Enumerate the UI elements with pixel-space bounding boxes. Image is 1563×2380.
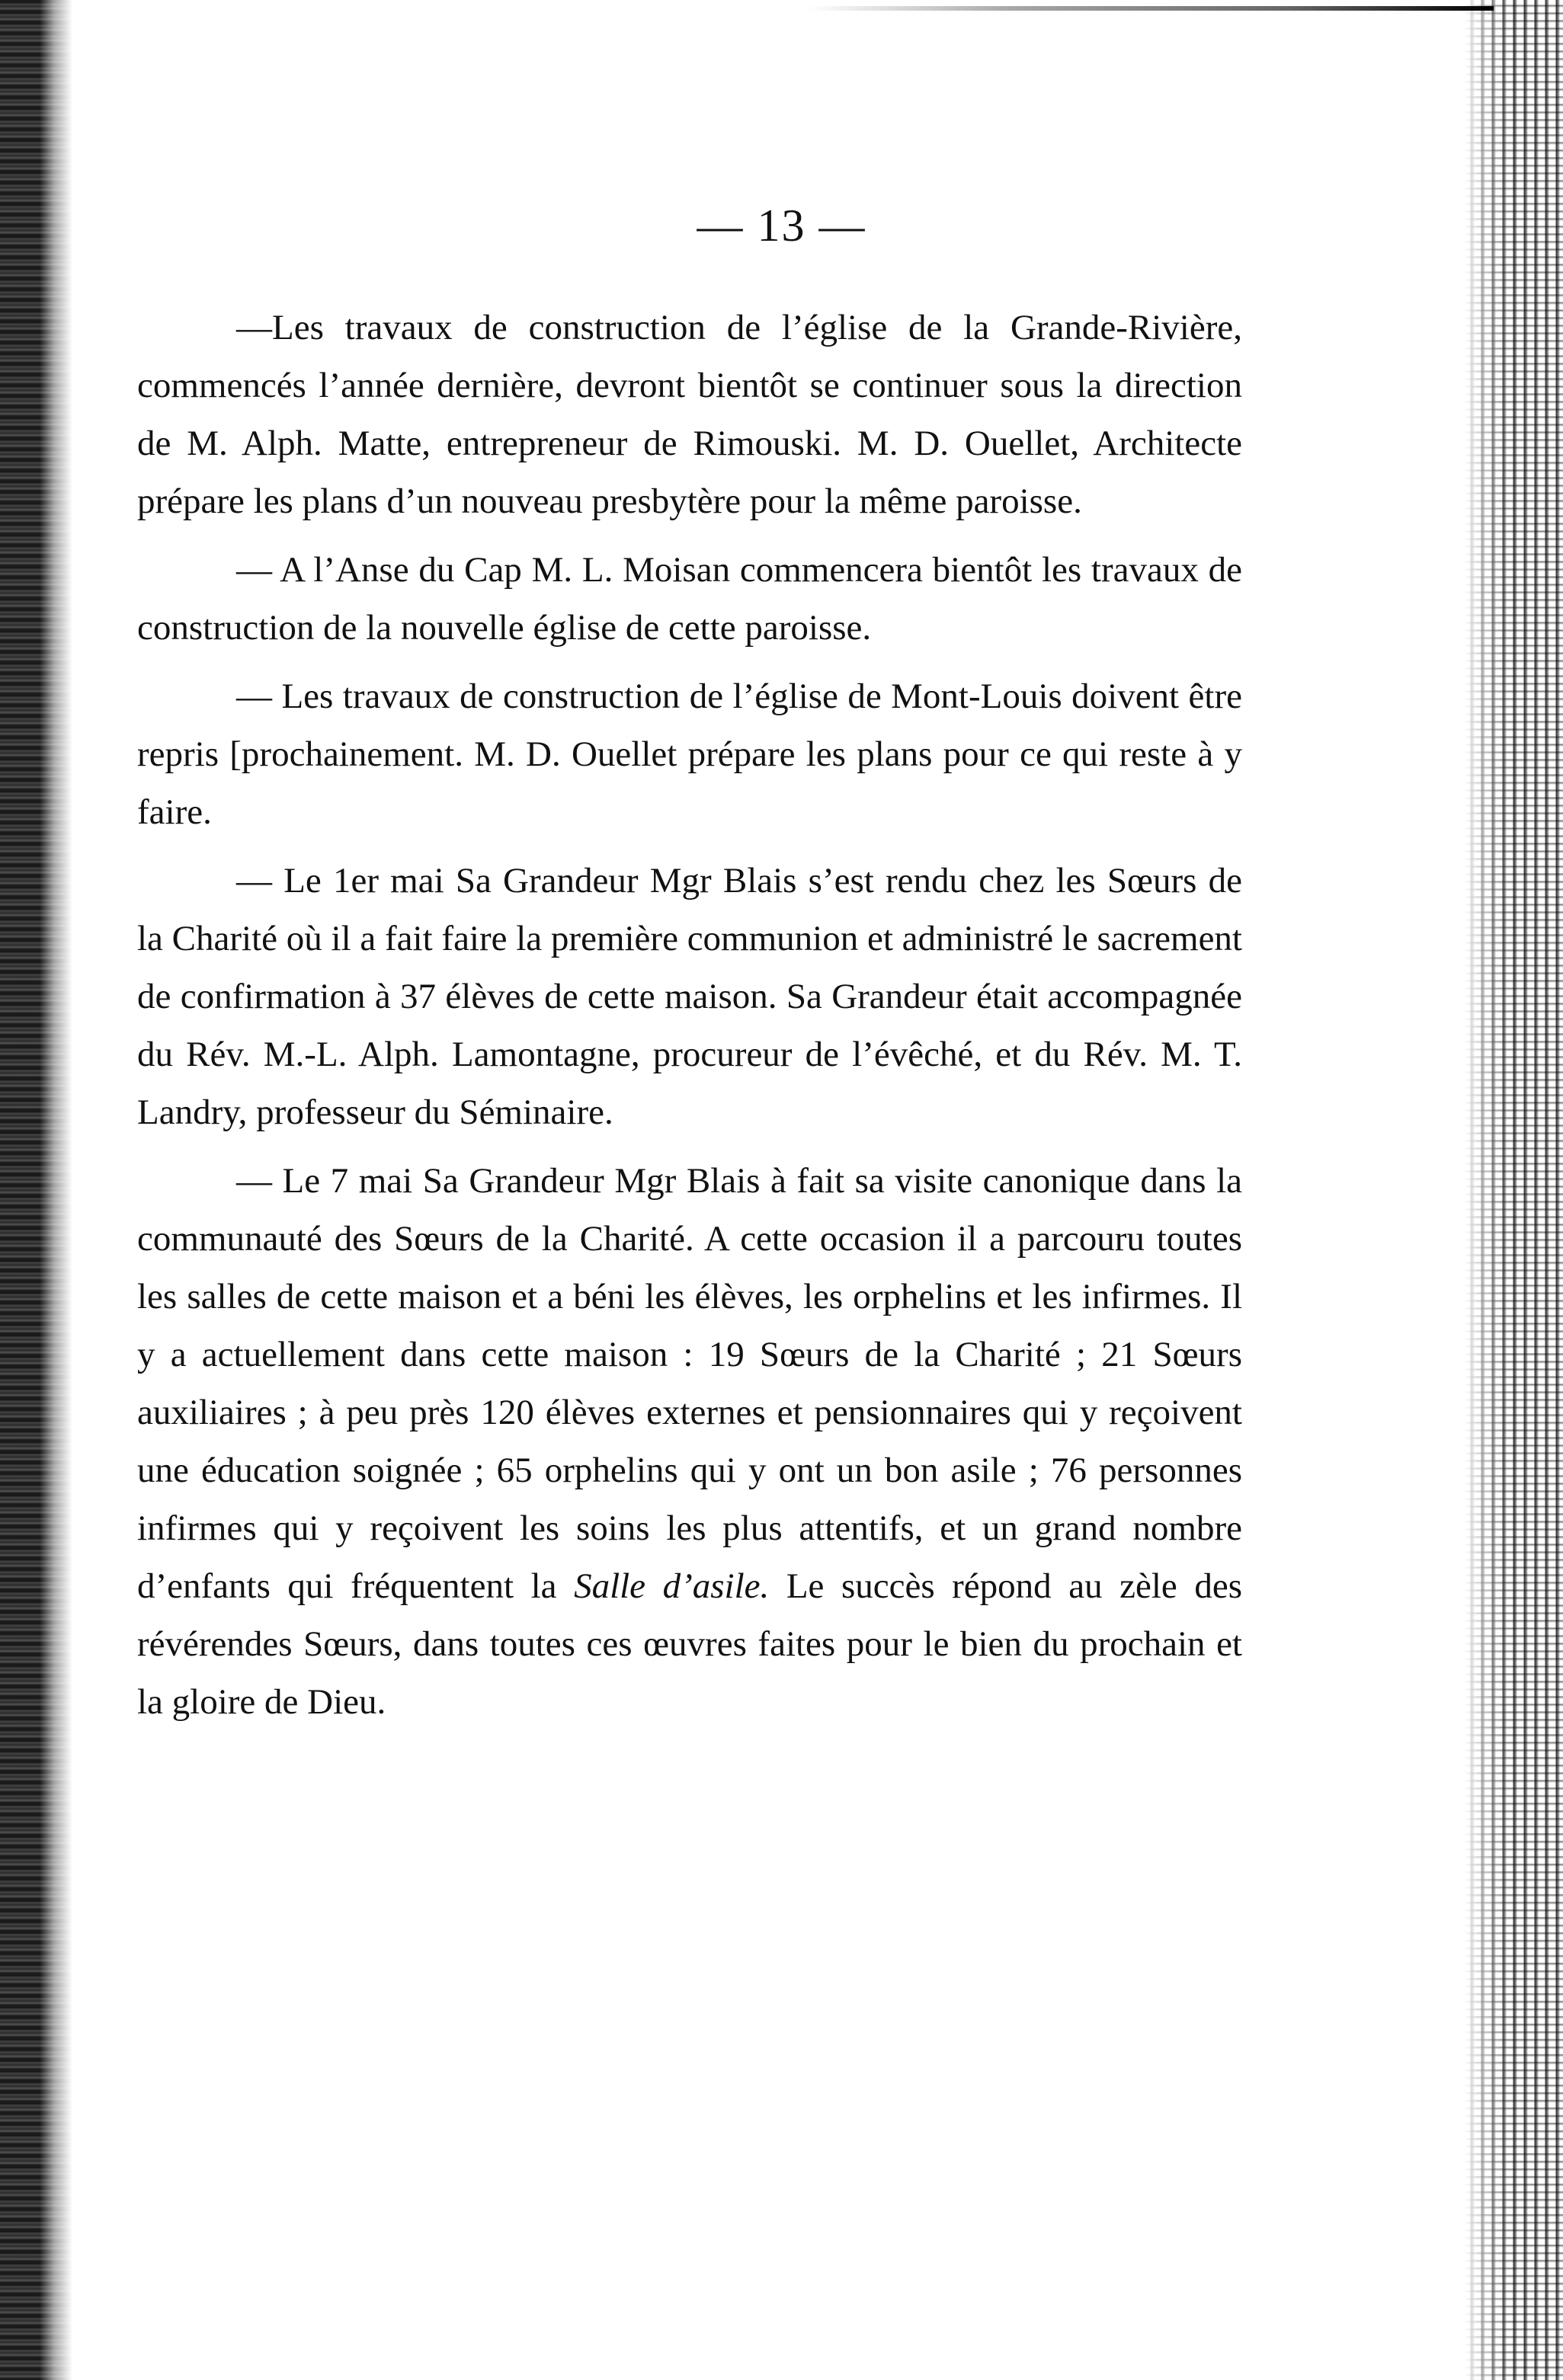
paragraph-anse-du-cap: — A l’Anse du Cap M. L. Moisan commencera bientôt les travaux de construction de la nouvelle église de cette paroisse. (137, 550, 1242, 648)
scan-right-edge (1464, 0, 1563, 2380)
page-body (137, 299, 1242, 1742)
paragraph-premiere-communion: — Le 1er mai Sa Grandeur Mgr Blais s’est rendu chez les Sœurs de la Charité où il a fait faire la première communion et administré le sacrement de confirmation à 37 élèves de cette maison. Sa Grandeur était accompagnée du Rév. M.-L. Alph. Lamontagne, procureur de l’évêché, et du Rév. M. T. Landry, professeur du Séminaire. (137, 861, 1242, 1132)
paragraph-visite-canonique (137, 1152, 1242, 1731)
page-number: — 13 — (697, 200, 866, 251)
paragraph-grande-riviere: —Les travaux de construction de l’église de la Grande-Rivière, commencés l’année dernière, devront bientôt se continuer sous la direction de M. Alph. Matte, entrepreneur de Rimouski. M. D. Ouellet, Architecte prépare les plans d’un nouveau presbytère pour la même paroisse. (137, 308, 1242, 521)
paragraph-mont-louis: — Les travaux de construction de l’église de Mont-Louis doivent être repris [prochainement. M. D. Ouellet prépare les plans pour ce qui reste à y faire. (137, 677, 1242, 832)
scan-top-rule (808, 6, 1494, 11)
salle-dasile-italic: Salle d’asile. (574, 1566, 770, 1606)
paragraph-visite-text-start: — Le 7 mai Sa Grandeur Mgr Blais à fait sa visite canonique dans la communauté des Sœurs de la Charité. A cette occasion il a parcouru toutes les salles de cette maison et a béni les élèves, les orphelins et les infirmes. Il y a actuellement dans cette maison : 19 Sœurs de la Charité ; 21 Sœurs auxiliaires ; à peu près 120 élèves externes et pensionnaires qui y reçoivent une éducation soignée ; 65 orphelins qui y ont un bon asile ; 76 personnes infirmes qui y reçoivent les soins les plus attentifs, et un grand nombre d’enfants qui fréquentent la (137, 1161, 1242, 1606)
scan-left-edge (0, 0, 72, 2380)
paragraph-visite-text-end: Le succès répond au zèle des révérendes Sœurs, dans toutes ces œuvres faites pour le bien du prochain et la gloire de Dieu. (137, 1566, 1242, 1722)
